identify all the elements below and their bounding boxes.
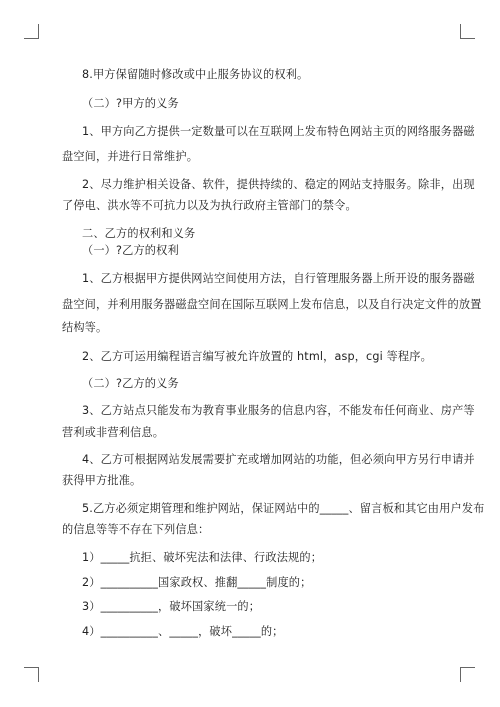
text-line: 4、乙方可根据网站发展需要扩充或增加网站的功能，但必须向甲方另行申请并 — [82, 453, 475, 466]
crop-mark-top-right — [460, 24, 475, 39]
text-line: 结构等。 — [62, 321, 108, 334]
text-line: 2、乙方可运用编程语言编写被允许放置的 html，asp，cgi 等程序。 — [82, 350, 432, 363]
crop-mark-bottom-right — [460, 667, 475, 682]
text-line: 了停电、洪水等不可抗力以及为执行政府主管部门的禁令。 — [62, 199, 357, 212]
list-item: 3）__________，破坏国家统一的； — [82, 600, 261, 613]
text-line: 获得甲方批准。 — [62, 474, 142, 487]
section-heading: （一）?乙方的权利 — [82, 244, 179, 257]
list-item: 1）_____抗拒、破坏宪法和法律、行政法规的； — [82, 551, 323, 564]
text-line: 营利或非营利信息。 — [62, 426, 165, 439]
text-line: 的信息等等不存在下列信息： — [62, 523, 210, 536]
text-line: 1、乙方根据甲方提供网站空间使用方法，自行管理服务器上所开设的服务器磁 — [82, 272, 475, 285]
text-line: 盘空间，并利用服务器磁盘空间在国际互联网上发布信息，以及自行决定文件的放置 — [62, 298, 482, 311]
section-heading: （二）?甲方的义务 — [82, 97, 179, 110]
crop-mark-top-left — [24, 24, 39, 39]
text-line: 盘空间，并进行日常维护。 — [62, 150, 199, 163]
list-item: 4）__________、_____，破坏_____的； — [82, 625, 284, 638]
text-line: 3、乙方站点只能发布为教育事业服务的信息内容，不能发布任何商业、房产等 — [82, 404, 475, 417]
text-line: 8.甲方保留随时修改或中止服务协议的权利。 — [82, 68, 309, 81]
list-item: 2）__________国家政权、推翻_____制度的； — [82, 576, 312, 589]
crop-mark-bottom-left — [24, 667, 39, 682]
text-line: 5.乙方必须定期管理和维护网站，保证网站中的_____、留言板和其它由用户发布 — [82, 502, 485, 515]
section-heading: 二、乙方的权利和义务 — [82, 227, 196, 240]
text-line: 2、尽力维护相关设备、软件，提供持续的、稳定的网站支持服务。除非，出现 — [82, 178, 475, 191]
text-line: 1、甲方向乙方提供一定数量可以在互联网上发布特色网站主页的网络服务器磁 — [82, 125, 475, 138]
section-heading: （二）?乙方的义务 — [82, 377, 179, 390]
